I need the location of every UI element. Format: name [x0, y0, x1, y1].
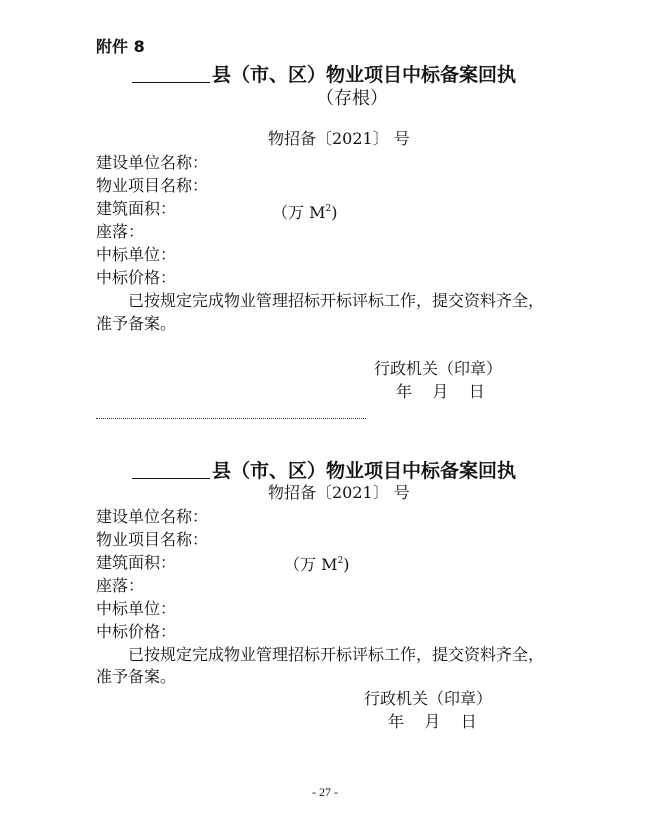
- receipt-field-area: 建筑面积：: [96, 553, 177, 572]
- cut-line-divider: [96, 418, 366, 419]
- stub-title-text: 县（市、区）物业项目中标备案回执: [212, 64, 517, 86]
- receipt-field-project: 物业项目名称：: [96, 530, 209, 549]
- receipt-field-location: 座落：: [96, 576, 145, 595]
- stub-title: [132, 60, 516, 87]
- attachment-label: 附件 8: [96, 37, 145, 56]
- receipt-field-winner: 中标单位：: [96, 599, 177, 618]
- stub-field-project: 物业项目名称：: [96, 176, 209, 195]
- receipt-date: 年 月 日: [388, 712, 477, 731]
- receipt-body-line2: 准予备案。: [96, 667, 177, 686]
- receipt-seal: 行政机关（印章）: [364, 689, 493, 708]
- stub-field-winner: 中标单位：: [96, 245, 177, 264]
- stub-body-line2: 准予备案。: [96, 314, 177, 333]
- receipt-field-builder: 建设单位名称：: [96, 507, 209, 526]
- stub-field-location: 座落：: [96, 222, 145, 241]
- receipt-area-unit: （万 $M^2$): [284, 555, 350, 574]
- stub-field-area: 建筑面积：: [96, 199, 177, 218]
- stub-field-builder: 建设单位名称：: [96, 153, 209, 172]
- page-number: - 27 -: [312, 785, 338, 799]
- receipt-field-price: 中标价格：: [96, 622, 177, 641]
- stub-subtitle: （存根）: [316, 88, 388, 109]
- receipt-title-text: 县（市、区）物业项目中标备案回执: [212, 460, 517, 482]
- receipt-title-blank: [132, 460, 210, 479]
- stub-record-no: 物招备〔2021〕 号: [268, 129, 410, 148]
- receipt-title: [132, 456, 516, 483]
- stub-body-line1: 已按规定完成物业管理招标开标评标工作，提交资料齐全，: [128, 291, 545, 310]
- receipt-record-no: 物招备〔2021〕 号: [268, 483, 410, 502]
- stub-field-price: 中标价格：: [96, 268, 177, 287]
- stub-seal: 行政机关（印章）: [374, 359, 503, 378]
- stub-date: 年 月 日: [396, 382, 485, 401]
- stub-title-blank: [132, 64, 210, 83]
- receipt-body-line1: 已按规定完成物业管理招标开标评标工作，提交资料齐全，: [128, 645, 545, 664]
- stub-area-unit: （万 $M^2$): [272, 203, 338, 222]
